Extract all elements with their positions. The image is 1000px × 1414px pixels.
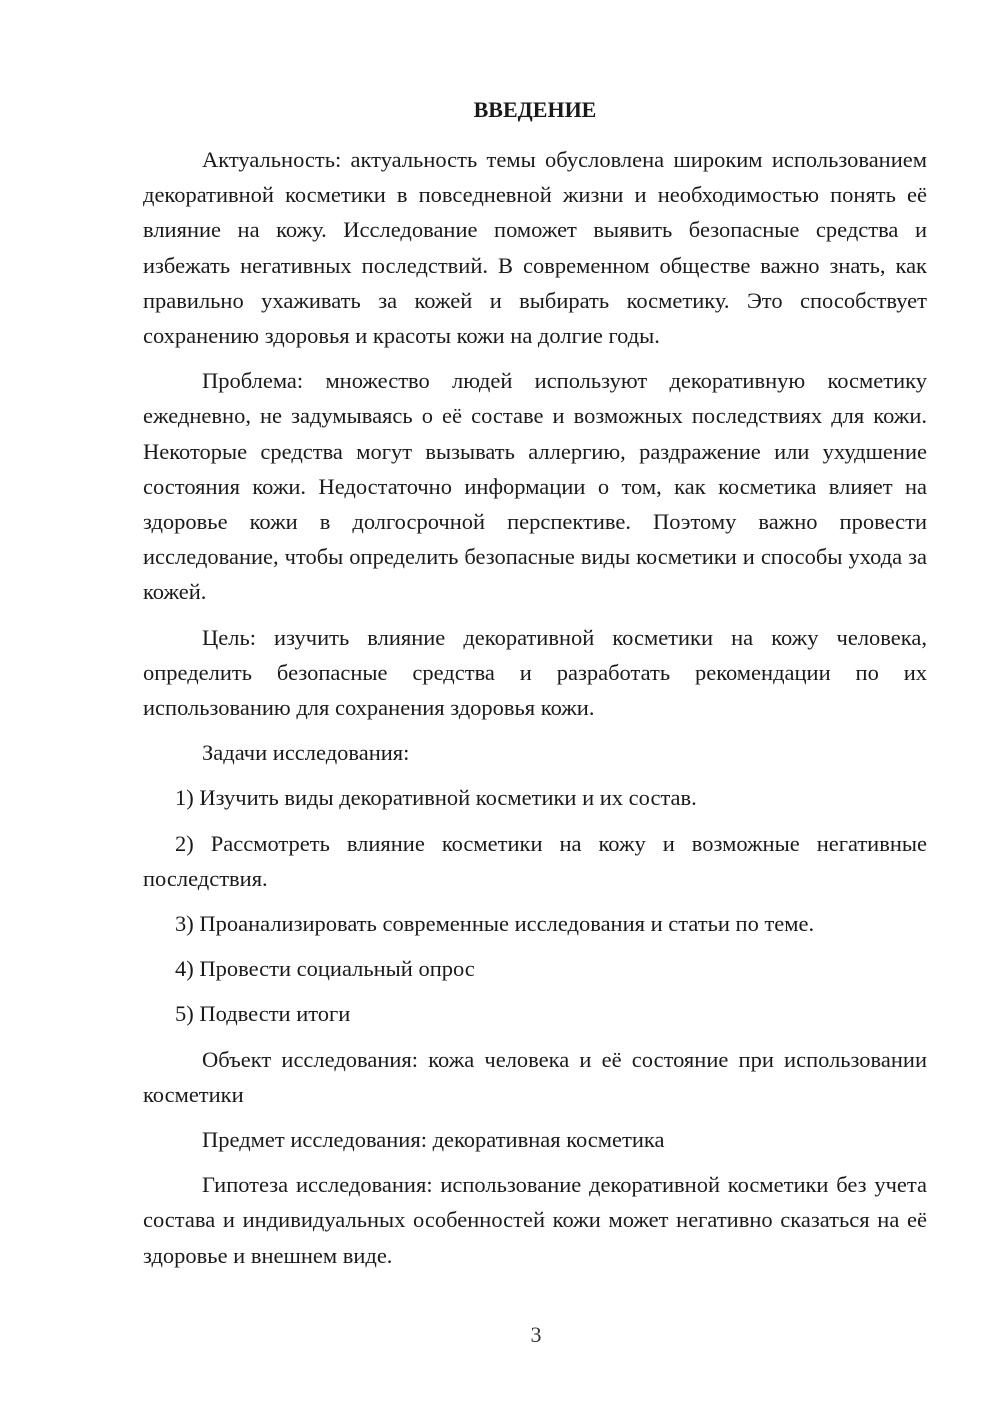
tasks-heading: Задачи исследования:	[202, 740, 410, 766]
task-item-1: 1) Изучить виды декоративной косметики и их состав.	[175, 785, 697, 811]
task-item-3: 3) Проанализировать современные исследования и статьи по теме.	[175, 911, 815, 937]
paragraph-goal: Цель: изучить влияние декоративной косметики на кожу человека, определить безопасные средства и разработать рекомендации по их использованию для сохранения здоровья кожи.	[143, 624, 927, 721]
document-page	[143, 88, 927, 1283]
paragraph-hypothesis: Гипотеза исследования: использование декоративной косметики без учета состава и индивидуальных особенностей кожи может негативно сказаться на её здоровье и внешнем виде.	[143, 1172, 927, 1268]
task-item-4: 4) Провести социальный опрос	[175, 956, 475, 982]
paragraph-problem: Проблема: множество людей используют декоративную косметику ежедневно, не задумываясь о её составе и возможных последствиях для кожи. Некоторые средства могут вызывать аллергию, раздражение или ухудшение состояния кожи. Недостаточно информации о том, как косметика влияет на здоровье кожи в долгосрочной перспективе. Поэтому важно провести исследование, чтобы определить безопасные виды косметики и способы ухода за кожей.	[143, 368, 927, 605]
paragraph-relevance: Актуальность: актуальность темы обусловлена широким использованием декоративной косметики в повседневной жизни и необходимостью понять её влияние на кожу. Исследование поможет выявить безопасные средства и избежать негативных последствий. В современном обществе важно знать, как правильно ухаживать за кожей и выбирать косметику. Это способствует сохранению здоровья и красоты кожи на долгие годы.	[143, 147, 927, 349]
task-item-5: 5) Подвести итоги	[175, 1001, 351, 1027]
page-title: ВВЕДЕНИЕ	[473, 97, 597, 122]
task-item-2: 2) Рассмотреть влияние косметики на кожу и возможные негативные последствия.	[143, 830, 927, 891]
paragraph-subject: Предмет исследования: декоративная косметика	[202, 1127, 665, 1153]
paragraph-object: Объект исследования: кожа человека и её состояние при использовании косметики	[143, 1046, 927, 1107]
page-number: 3	[530, 1322, 542, 1347]
